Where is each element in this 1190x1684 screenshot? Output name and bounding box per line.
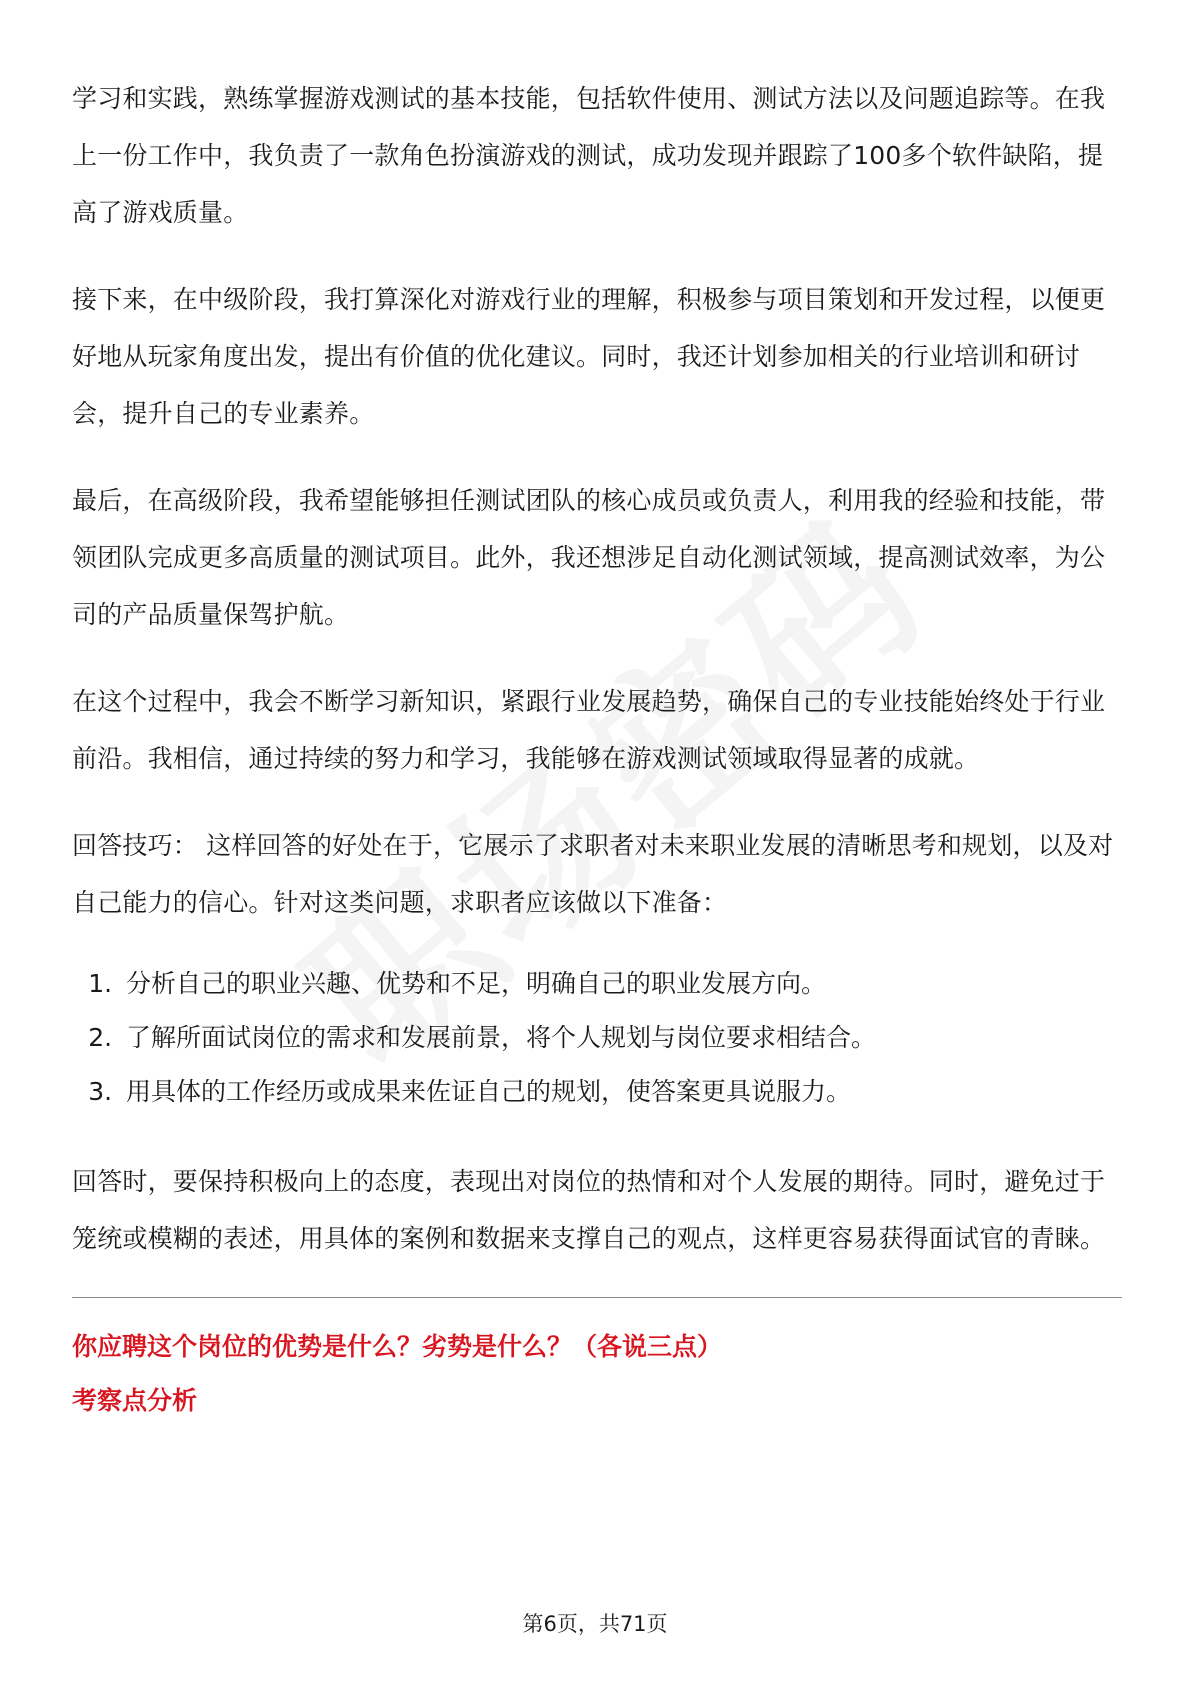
page-footer: 第6页，共71页 — [522, 1612, 668, 1636]
list-item: 3. 用具体的工作经历或成果来佐证自己的规划，使答案更具说服力。 — [120, 1065, 1122, 1119]
paragraph-early-stage: 学习和实践，熟练掌握游戏测试的基本技能，包括软件使用、测试方法以及问题追踪等。在我上一份工作中，我负责了一款角色扮演游戏的测试，成功发现并跟踪了100多个软件缺陷，提高了游戏质量。 — [72, 84, 1106, 227]
paragraph-process: 在这个过程中，我会不断学习新知识，紧跟行业发展趋势，确保自己的专业技能始终处于行业前沿。我相信，通过持续的努力和学习，我能够在游戏测试领域取得显著的成就。 — [72, 687, 1106, 773]
paragraph-closing: 回答时，要保持积极向上的态度，表现出对岗位的热情和对个人发展的期待。同时，避免过于笼统或模糊的表述，用具体的案例和数据来支撑自己的观点，这样更容易获得面试官的青睐。 — [72, 1167, 1106, 1253]
list-item: 1. 分析自己的职业兴趣、优势和不足，明确自己的职业发展方向。 — [120, 957, 1122, 1011]
list-item: 2. 了解所面试岗位的需求和发展前景，将个人规划与岗位要求相结合。 — [120, 1011, 1122, 1065]
tips-list — [72, 957, 1122, 1119]
page-content — [72, 70, 1122, 1428]
section-divider — [72, 1297, 1122, 1298]
paragraph-answer-tips: 回答技巧： 这样回答的好处在于，它展示了求职者对未来职业发展的清晰思考和规划，以及对自己能力的信心。针对这类问题，求职者应该做以下准备： — [72, 831, 1114, 917]
paragraph-mid-stage: 接下来，在中级阶段，我打算深化对游戏行业的理解，积极参与项目策划和开发过程，以便更好地从玩家角度出发，提出有价值的优化建议。同时，我还计划参加相关的行业培训和研讨会，提升自己的专业素养。 — [72, 285, 1106, 428]
paragraph-senior-stage: 最后，在高级阶段，我希望能够担任测试团队的核心成员或负责人，利用我的经验和技能，带领团队完成更多高质量的测试项目。此外，我还想涉足自动化测试领域，提高测试效率，为公司的产品质量保驾护航。 — [72, 486, 1106, 629]
question-heading: 你应聘这个岗位的优势是什么？劣势是什么？（各说三点） — [72, 1332, 723, 1361]
analysis-subheading: 考察点分析 — [72, 1386, 198, 1415]
